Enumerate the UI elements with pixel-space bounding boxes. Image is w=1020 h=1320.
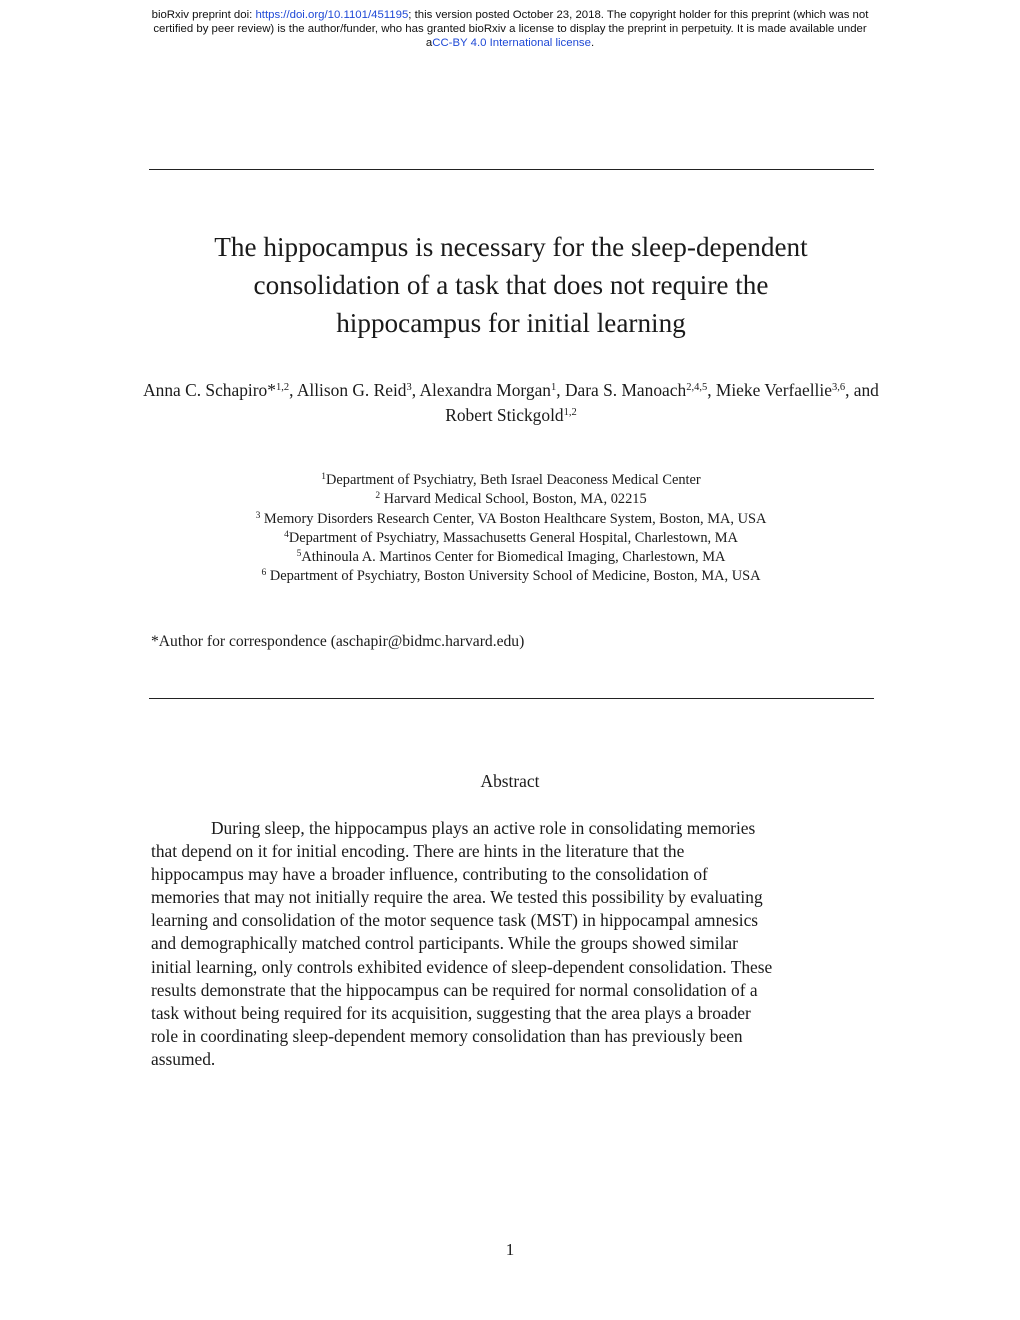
affiliation-number: 4	[284, 529, 289, 540]
author-list	[140, 378, 882, 428]
author-name: and Robert Stickgold	[445, 380, 879, 425]
affiliation-text: Department of Psychiatry, Massachusetts General Hospital, Charlestown, MA	[288, 529, 738, 546]
author-affil-sup: 2,4,5	[686, 382, 708, 393]
affiliation-number: 2	[375, 491, 381, 502]
license-link[interactable]: CC-BY 4.0 International license	[432, 37, 591, 49]
author-name: Allison G. Reid	[296, 380, 407, 400]
abstract-line: learning and consolidation of the motor sequence task (MST) in hippocampal amnesics	[151, 910, 759, 931]
notice-line-2: certified by peer review) is the author/funder, who has granted bioRxiv a license to display the preprint in perpetuity. It is made available under	[153, 23, 867, 35]
affiliation-item	[140, 490, 882, 509]
author-name: Mieke Verfaellie	[715, 380, 832, 400]
title-line: hippocampus for initial learning	[336, 308, 686, 338]
abstract-body	[151, 817, 873, 1071]
affiliation-number: 6	[261, 568, 267, 579]
abstract-line: and demographically matched control participants. While the groups showed similar	[151, 933, 738, 954]
abstract-line: that depend on it for initial encoding. There are hints in the literature that the	[151, 841, 685, 862]
title-line: consolidation of a task that does not require the	[253, 270, 769, 300]
doi-link[interactable]: https://doi.org/10.1101/451195	[255, 9, 409, 21]
affiliation-number: 5	[296, 549, 302, 560]
notice-suffix: ; this version posted October 23, 2018. The copyright holder for this preprint (which was not	[408, 9, 869, 21]
top-divider	[149, 169, 874, 170]
abstract-line: assumed.	[151, 1048, 216, 1069]
abstract-line: results demonstrate that the hippocampus can be required for normal consolidation of a	[151, 979, 758, 1000]
author-separator: ,	[707, 380, 716, 400]
affiliation-item	[140, 510, 882, 529]
author-affil-sup: 1,2	[563, 407, 577, 418]
author-name: Dara S. Manoach	[564, 380, 687, 400]
bottom-divider	[149, 698, 874, 699]
affiliation-text: Department of Psychiatry, Boston University School of Medicine, Boston, MA, USA	[266, 568, 761, 585]
affiliation-number: 3	[255, 510, 261, 521]
affiliation-item	[140, 471, 882, 490]
abstract-line: task without being required for its acquisition, suggesting that the area plays a broader	[151, 1002, 751, 1023]
affiliation-text: Athinoula A. Martinos Center for Biomedical Imaging, Charlestown, MA	[301, 549, 726, 566]
paper-title	[140, 228, 882, 342]
author-separator: ,	[289, 380, 297, 400]
affiliation-text: Harvard Medical School, Boston, MA, 02215	[380, 491, 647, 508]
author-affil-sup: 1,2	[275, 382, 290, 393]
preprint-notice	[0, 8, 1020, 50]
page-number: 1	[505, 1240, 515, 1259]
affiliation-item	[140, 548, 882, 567]
correspondence-note: *Author for correspondence (aschapir@bidmc.harvard.edu)	[151, 633, 525, 650]
abstract-line: memories that may not initially require the area. We tested this possibility by evaluating	[151, 887, 763, 908]
abstract-line: initial learning, only controls exhibited evidence of sleep-dependent consolidation. These	[151, 956, 773, 977]
abstract-line: During sleep, the hippocampus plays an active role in consolidating memories	[211, 818, 756, 838]
affiliation-list	[140, 471, 882, 587]
author-affil-sup: 3	[406, 382, 412, 393]
abstract-heading: Abstract	[480, 771, 540, 791]
author-affil-sup: 3,6	[831, 382, 846, 393]
affiliation-item	[140, 567, 882, 586]
license-prefix: a	[425, 37, 433, 49]
author-line	[140, 378, 882, 428]
author-separator: ,	[556, 380, 565, 400]
notice-prefix: bioRxiv preprint doi:	[151, 9, 256, 21]
author-separator: ,	[845, 380, 854, 400]
abstract-line: role in coordinating sleep-dependent memory consolidation than has previously been	[151, 1025, 743, 1046]
notice-line-1	[0, 8, 1020, 22]
affiliation-item	[140, 529, 882, 548]
abstract-line: hippocampus may have a broader influence, contributing to the consolidation of	[151, 864, 708, 885]
affiliation-number: 1	[321, 472, 327, 482]
author-affil-sup: 1	[551, 382, 557, 393]
affiliation-text: Memory Disorders Research Center, VA Boston Healthcare System, Boston, MA, USA	[260, 510, 767, 527]
license-suffix: .	[590, 37, 595, 49]
affiliation-text: Department of Psychiatry, Beth Israel Deaconess Medical Center	[326, 472, 701, 488]
author-name: Anna C. Schapiro*	[143, 380, 276, 400]
author-separator: ,	[411, 380, 420, 400]
notice-line-3	[0, 36, 1020, 50]
title-line: The hippocampus is necessary for the sleep-dependent	[214, 232, 808, 262]
author-name: Alexandra Morgan	[419, 380, 552, 400]
